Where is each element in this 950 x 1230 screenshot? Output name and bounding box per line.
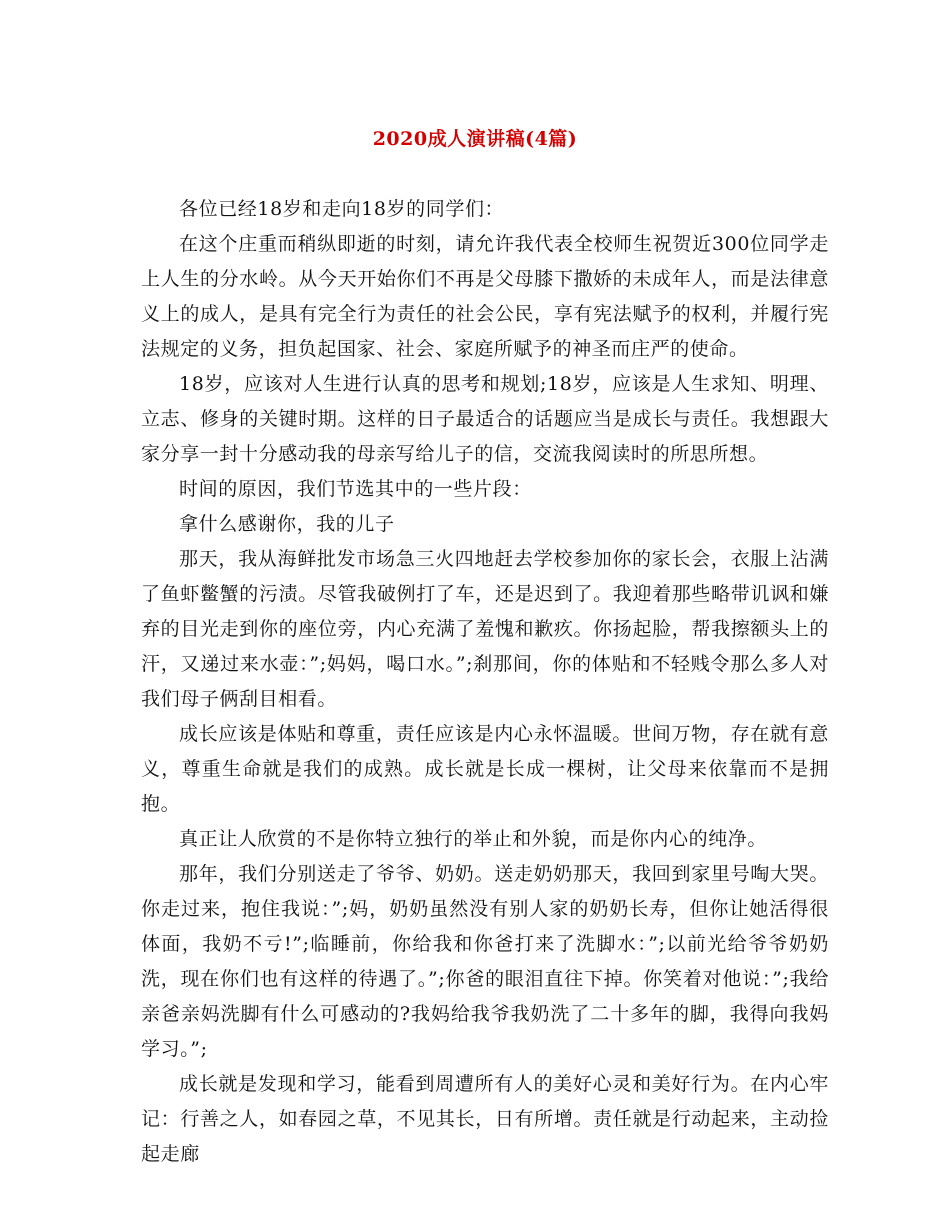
- document-title: 2020成人演讲稿(4篇): [372, 128, 578, 150]
- paragraph: 真正让人欣赏的不是你特立独行的举止和外貌，而是你内心的纯净。: [179, 828, 768, 850]
- paragraph: 那年，我们分别送走了爷爷、奶奶。送走奶奶那天，我回到家里号啕大哭。你走过来，抱住我说：”;妈，奶奶虽然没有别人家的奶奶长寿，但你让她活得很体面，我奶不亏!”;临睡前，你给我和你爸打来了洗脚水：”;以前光给爷爷奶奶洗，现在你们也有这样的待遇了。”;你爸的眼泪直往下掉。你笑着对他说：”;我给亲爸亲妈洗脚有什么可感动的?我妈给我爷我奶洗了二十多年的脚，我得向我妈学习。”;: [141, 863, 829, 1060]
- paragraph: 成长应该是体贴和尊重，责任应该是内心永怀温暖。世间万物，存在就有意义，尊重生命就是我们的成熟。成长就是长成一棵树，让父母来依靠而不是拥抱。: [141, 723, 829, 815]
- paragraph: 18岁，应该对人生进行认真的思考和规划;18岁，应该是人生求知、明理、立志、修身的关键时期。这样的日子最适合的话题应当是成长与责任。我想跟大家分享一封十分感动我的母亲写给儿子的信，交流我阅读时的所思所想。: [141, 373, 829, 465]
- paragraph: 成长就是发现和学习，能看到周遭所有人的美好心灵和美好行为。在内心牢记：行善之人，如春园之草，不见其长，日有所增。责任就是行动起来，主动捡起走廊: [141, 1073, 829, 1165]
- paragraph: 各位已经18岁和走向18岁的同学们：: [179, 198, 505, 220]
- paragraph: 时间的原因，我们节选其中的一些片段：: [179, 478, 532, 500]
- paragraph: 那天，我从海鲜批发市场急三火四地赶去学校参加你的家长会，衣服上沾满了鱼虾鳖蟹的污渍。尽管我破例打了车，还是迟到了。我迎着那些略带讥讽和嫌弃的目光走到你的座位旁，内心充满了羞愧和歉疚。你扬起脸，帮我擦额头上的汗，又递过来水壶：”;妈妈，喝口水。”;刹那间，你的体贴和不轻贱令那么多人对我们母子俩刮目相看。: [141, 548, 829, 710]
- paragraph: 拿什么感谢你，我的儿子: [179, 513, 395, 535]
- paragraph: 在这个庄重而稍纵即逝的时刻，请允许我代表全校师生祝贺近300位同学走上人生的分水岭。从今天开始你们不再是父母膝下撒娇的未成年人，而是法律意义上的成人，是具有完全行为责任的社会公民，享有宪法赋予的权利，并履行宪法规定的义务，担负起国家、社会、家庭所赋予的神圣而庄严的使命。: [141, 233, 829, 360]
- document-body: [141, 192, 829, 1172]
